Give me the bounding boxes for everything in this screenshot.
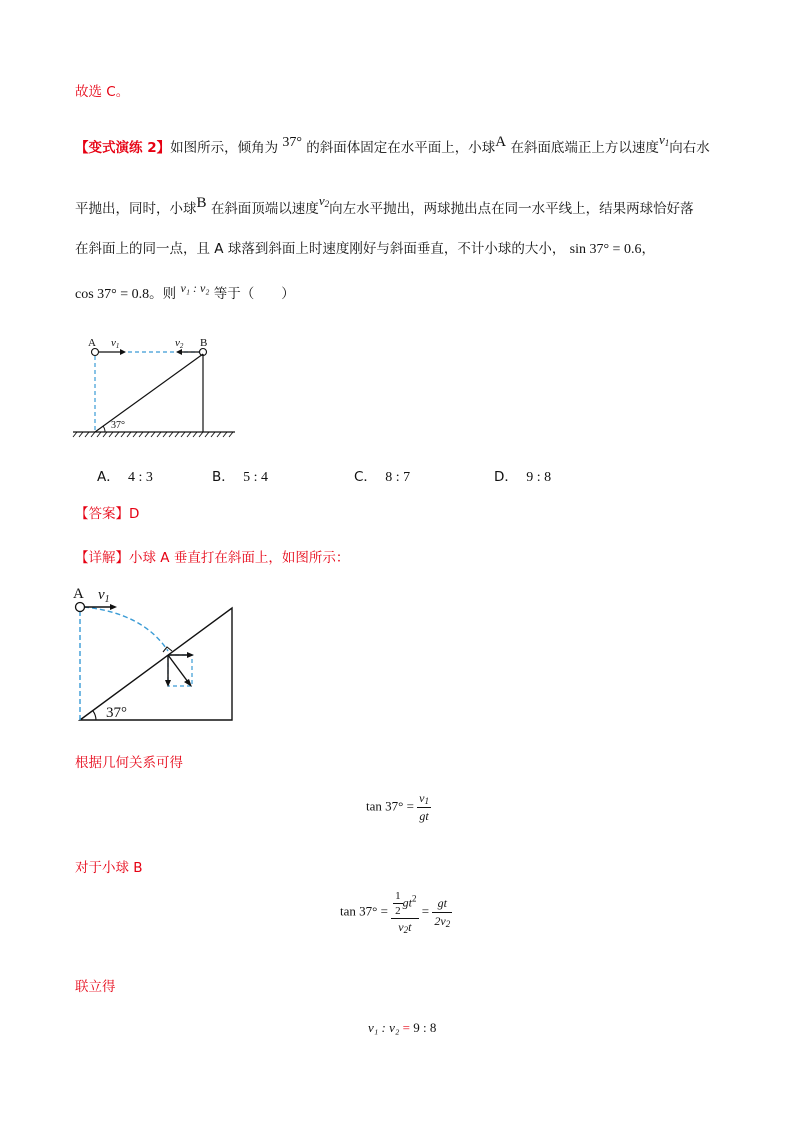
eq1-lhs: tan 37° = <box>366 798 414 814</box>
horizontal-velocity-arrowhead <box>187 652 194 658</box>
previous-answer-line: 故选 C。 <box>75 84 130 100</box>
problem-line-2 <box>75 193 694 217</box>
problem-line-3 <box>75 237 655 258</box>
ball-a-label: A <box>495 134 507 150</box>
ball-b-text: 对于小球 B <box>75 860 143 876</box>
problem-text: 在斜面底端正上方以速度 <box>510 140 659 156</box>
problem-text: 。则 <box>149 286 177 302</box>
problem-text: 如图所示，倾角为 <box>170 140 279 156</box>
resultant-velocity-arrow <box>168 655 188 682</box>
sin-equation: sin 37° = 0.6 <box>569 242 642 257</box>
option-b[interactable] <box>212 465 268 486</box>
problem-text: 在斜面顶端以速度 <box>210 201 319 217</box>
problem-tag: 【变式演练 2】 <box>75 140 171 156</box>
detail-line: 【详解】小球 A 垂直打在斜面上，如图所示： <box>75 550 350 566</box>
ratio-expression: v₁ : v₂ <box>180 281 210 295</box>
trajectory-curve <box>84 607 168 651</box>
option-letter: D． <box>494 469 518 485</box>
fig1-label-b: B <box>200 337 208 349</box>
eq1-fraction: $\frac{v_1}{gt}$ <box>419 791 429 823</box>
option-a[interactable] <box>97 465 153 486</box>
fig1-label-v2: v2 <box>175 337 184 350</box>
final-equals: = <box>402 1020 411 1035</box>
v1-arrowhead <box>120 349 126 355</box>
eq2-equals: = <box>421 903 430 919</box>
angle-value: 37° <box>282 135 302 150</box>
solution-figure <box>68 583 240 725</box>
fig1-label-v1: v1 <box>111 337 120 350</box>
eq2-fraction-2: $\frac{gt}{2v_2}$ <box>434 896 451 929</box>
fig2-label-v1: $v_1$ <box>98 587 110 605</box>
final-rhs: 9 : 8 <box>413 1020 437 1035</box>
v1-symbol: $v_1$ <box>658 132 670 148</box>
problem-line-1 <box>75 132 710 156</box>
angle-arc <box>93 711 96 720</box>
problem-text: 向左水平抛出，两球抛出点在同一水平线上，结果两球恰好落 <box>329 201 694 217</box>
problem-text: 的斜面体固定在水平面上，小球 <box>306 140 496 156</box>
option-d[interactable] <box>494 465 551 486</box>
answer-line: 【答案】D <box>75 506 140 522</box>
option-letter: A． <box>97 469 120 485</box>
angle-arc <box>103 426 105 432</box>
ball-a-circle <box>76 603 85 612</box>
final-result <box>368 1020 436 1036</box>
ball-b-label: B <box>196 195 207 211</box>
incline-triangle <box>80 608 232 720</box>
option-value: 9 : 8 <box>526 470 552 485</box>
cos-equation: cos 37° = 0.8 <box>75 287 150 302</box>
option-c[interactable] <box>354 465 410 486</box>
problem-figure <box>65 332 245 440</box>
problem-text: 在斜面上的同一点，且 A 球落到斜面上时速度刚好与斜面垂直，不计小球的大小， <box>75 241 566 257</box>
option-value: 8 : 7 <box>385 470 411 485</box>
eq2-lhs: tan 37° = <box>340 903 388 919</box>
problem-text: 向右水 <box>669 140 710 156</box>
equation-2 <box>340 890 452 935</box>
v2-symbol: $v_2$ <box>318 193 330 209</box>
problem-text: 平抛出，同时，小球 <box>75 201 197 217</box>
final-lhs: v₁ : v₂ <box>368 1020 400 1035</box>
problem-text: 等于（ ） <box>213 286 295 302</box>
problem-line-4 <box>75 281 295 303</box>
option-value: 4 : 3 <box>128 470 153 485</box>
v1-arrowhead <box>110 604 117 610</box>
equation-1 <box>366 791 431 824</box>
option-letter: C． <box>354 469 377 485</box>
option-letter: B． <box>212 469 235 485</box>
option-value: 5 : 4 <box>243 470 268 485</box>
ball-a-circle <box>92 349 99 356</box>
fig2-angle-label: 37° <box>106 705 127 721</box>
combine-text: 联立得 <box>75 979 116 995</box>
ground-hatching <box>73 432 233 437</box>
fig2-label-a: A <box>73 586 84 602</box>
fig1-angle-label: 37° <box>111 420 125 431</box>
comma: ， <box>641 241 655 257</box>
geometry-text: 根据几何关系可得 <box>75 755 183 771</box>
vertical-velocity-arrowhead <box>165 680 171 687</box>
eq2-fraction-1: $\frac{1}{2}$ $gt^2$ $v_2t$ <box>391 890 418 935</box>
fig1-label-a: A <box>88 337 96 349</box>
